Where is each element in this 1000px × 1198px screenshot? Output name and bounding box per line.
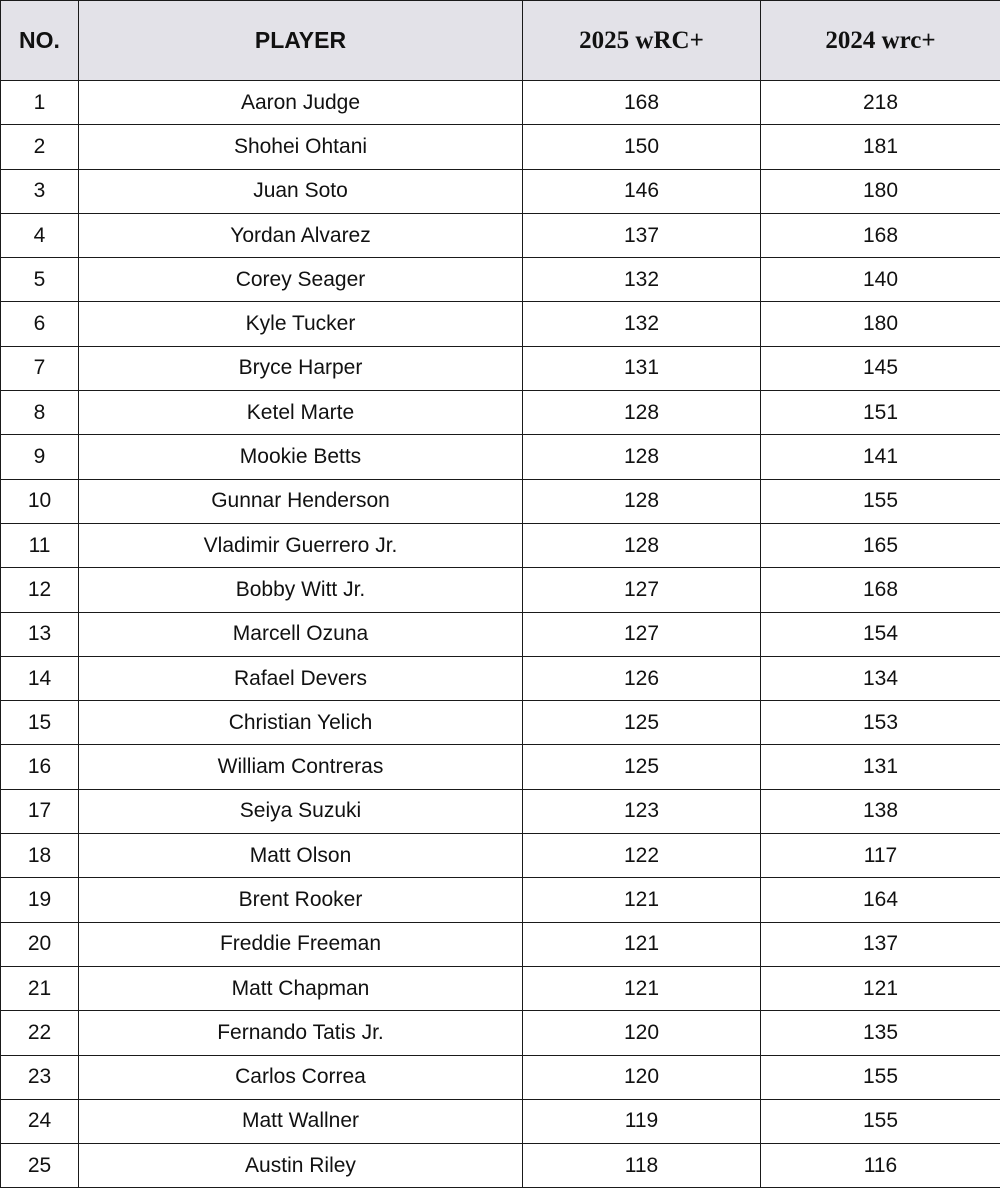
cell-no: 17 (1, 789, 79, 833)
table-row (1, 391, 1000, 435)
header-row (1, 1, 1000, 81)
table-row (1, 878, 1000, 922)
cell-2024-wrc: 218 (761, 81, 1000, 125)
cell-player: Juan Soto (79, 169, 523, 213)
cell-player: Matt Chapman (79, 966, 523, 1010)
cell-player: Fernando Tatis Jr. (79, 1011, 523, 1055)
cell-2024-wrc: 121 (761, 966, 1000, 1010)
cell-2025-wrc: 120 (523, 1055, 761, 1099)
cell-2024-wrc: 180 (761, 302, 1000, 346)
table-row (1, 1011, 1000, 1055)
cell-player: Matt Wallner (79, 1099, 523, 1143)
cell-2025-wrc: 122 (523, 834, 761, 878)
cell-2025-wrc: 125 (523, 745, 761, 789)
cell-2025-wrc: 132 (523, 302, 761, 346)
cell-no: 10 (1, 479, 79, 523)
cell-2024-wrc: 145 (761, 346, 1000, 390)
table-row (1, 656, 1000, 700)
cell-2024-wrc: 131 (761, 745, 1000, 789)
cell-2025-wrc: 126 (523, 656, 761, 700)
cell-2024-wrc: 181 (761, 125, 1000, 169)
cell-2025-wrc: 132 (523, 258, 761, 302)
table-row (1, 81, 1000, 125)
cell-player: Mookie Betts (79, 435, 523, 479)
cell-2025-wrc: 146 (523, 169, 761, 213)
cell-no: 25 (1, 1144, 79, 1188)
cell-2025-wrc: 128 (523, 523, 761, 567)
table-row (1, 1144, 1000, 1188)
cell-2025-wrc: 128 (523, 479, 761, 523)
cell-no: 16 (1, 745, 79, 789)
cell-player: Freddie Freeman (79, 922, 523, 966)
cell-2025-wrc: 131 (523, 346, 761, 390)
cell-player: Seiya Suzuki (79, 789, 523, 833)
cell-2025-wrc: 120 (523, 1011, 761, 1055)
cell-no: 18 (1, 834, 79, 878)
cell-2024-wrc: 134 (761, 656, 1000, 700)
table-row (1, 1099, 1000, 1143)
table-row (1, 169, 1000, 213)
cell-no: 14 (1, 656, 79, 700)
table-row (1, 523, 1000, 567)
cell-player: Corey Seager (79, 258, 523, 302)
cell-player: Brent Rooker (79, 878, 523, 922)
table-row (1, 302, 1000, 346)
cell-2024-wrc: 135 (761, 1011, 1000, 1055)
cell-no: 9 (1, 435, 79, 479)
cell-no: 23 (1, 1055, 79, 1099)
cell-player: Ketel Marte (79, 391, 523, 435)
cell-player: Bobby Witt Jr. (79, 568, 523, 612)
table-row (1, 568, 1000, 612)
cell-2024-wrc: 168 (761, 568, 1000, 612)
cell-player: Shohei Ohtani (79, 125, 523, 169)
table-row (1, 479, 1000, 523)
table-row (1, 1055, 1000, 1099)
cell-player: Vladimir Guerrero Jr. (79, 523, 523, 567)
table-row (1, 745, 1000, 789)
cell-player: William Contreras (79, 745, 523, 789)
cell-no: 5 (1, 258, 79, 302)
cell-2025-wrc: 125 (523, 701, 761, 745)
cell-player: Rafael Devers (79, 656, 523, 700)
cell-no: 3 (1, 169, 79, 213)
cell-no: 7 (1, 346, 79, 390)
cell-2025-wrc: 168 (523, 81, 761, 125)
cell-2024-wrc: 154 (761, 612, 1000, 656)
cell-no: 19 (1, 878, 79, 922)
cell-2024-wrc: 164 (761, 878, 1000, 922)
cell-2025-wrc: 121 (523, 966, 761, 1010)
cell-2025-wrc: 150 (523, 125, 761, 169)
cell-no: 20 (1, 922, 79, 966)
cell-2024-wrc: 155 (761, 1055, 1000, 1099)
cell-2024-wrc: 151 (761, 391, 1000, 435)
table-row (1, 701, 1000, 745)
cell-2024-wrc: 137 (761, 922, 1000, 966)
cell-no: 11 (1, 523, 79, 567)
cell-no: 1 (1, 81, 79, 125)
cell-no: 24 (1, 1099, 79, 1143)
cell-2024-wrc: 180 (761, 169, 1000, 213)
cell-2024-wrc: 140 (761, 258, 1000, 302)
table-row (1, 125, 1000, 169)
cell-player: Christian Yelich (79, 701, 523, 745)
cell-player: Marcell Ozuna (79, 612, 523, 656)
cell-no: 15 (1, 701, 79, 745)
cell-2024-wrc: 117 (761, 834, 1000, 878)
table-row (1, 213, 1000, 257)
cell-player: Kyle Tucker (79, 302, 523, 346)
header-player: PLAYER (79, 1, 523, 81)
cell-no: 12 (1, 568, 79, 612)
table-header (1, 1, 1000, 81)
cell-no: 4 (1, 213, 79, 257)
table-row (1, 612, 1000, 656)
cell-player: Matt Olson (79, 834, 523, 878)
header-2025-wrc: 2025 wRC+ (523, 1, 761, 81)
cell-2024-wrc: 141 (761, 435, 1000, 479)
cell-2025-wrc: 119 (523, 1099, 761, 1143)
cell-no: 22 (1, 1011, 79, 1055)
cell-2025-wrc: 128 (523, 435, 761, 479)
table-row (1, 435, 1000, 479)
cell-2025-wrc: 137 (523, 213, 761, 257)
cell-2025-wrc: 127 (523, 568, 761, 612)
cell-player: Aaron Judge (79, 81, 523, 125)
cell-player: Yordan Alvarez (79, 213, 523, 257)
cell-no: 8 (1, 391, 79, 435)
table-body (1, 81, 1000, 1188)
cell-2025-wrc: 121 (523, 878, 761, 922)
cell-2025-wrc: 123 (523, 789, 761, 833)
header-2024-wrc: 2024 wrc+ (761, 1, 1000, 81)
cell-2025-wrc: 121 (523, 922, 761, 966)
table-row (1, 789, 1000, 833)
cell-player: Gunnar Henderson (79, 479, 523, 523)
cell-player: Bryce Harper (79, 346, 523, 390)
cell-2025-wrc: 128 (523, 391, 761, 435)
table-row (1, 966, 1000, 1010)
cell-no: 6 (1, 302, 79, 346)
cell-2024-wrc: 116 (761, 1144, 1000, 1188)
cell-2024-wrc: 138 (761, 789, 1000, 833)
table-row (1, 834, 1000, 878)
cell-no: 21 (1, 966, 79, 1010)
cell-2025-wrc: 127 (523, 612, 761, 656)
cell-2024-wrc: 165 (761, 523, 1000, 567)
table-row (1, 346, 1000, 390)
table-row (1, 258, 1000, 302)
cell-2024-wrc: 155 (761, 1099, 1000, 1143)
cell-2024-wrc: 155 (761, 479, 1000, 523)
cell-no: 13 (1, 612, 79, 656)
cell-2024-wrc: 168 (761, 213, 1000, 257)
cell-player: Carlos Correa (79, 1055, 523, 1099)
cell-no: 2 (1, 125, 79, 169)
cell-2025-wrc: 118 (523, 1144, 761, 1188)
header-no: NO. (1, 1, 79, 81)
cell-2024-wrc: 153 (761, 701, 1000, 745)
table-row (1, 922, 1000, 966)
cell-player: Austin Riley (79, 1144, 523, 1188)
